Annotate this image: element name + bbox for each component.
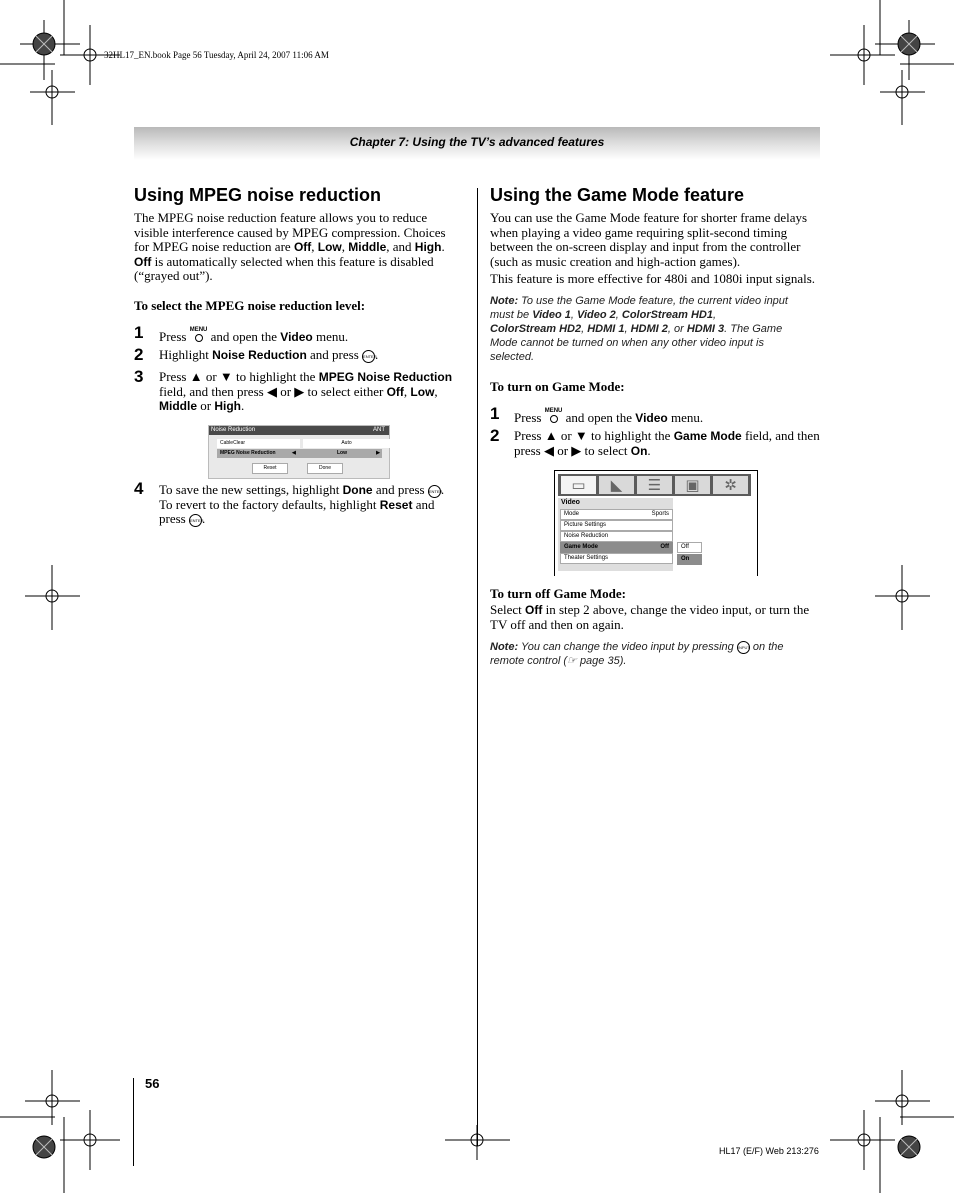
chapter-banner	[134, 127, 820, 160]
game-mode-effective: This feature is more effective for 480i and 1080i input signals.	[490, 271, 816, 286]
menu-row-mode[interactable]: Mode Sports	[560, 509, 673, 520]
mpeg-step3: Press ▲ or ▼ to highlight the MPEG Noise Reduction field, and then press ◀ or ▶ to select either Off, Low, Middle or High.	[159, 369, 453, 413]
panel-title: Video	[561, 499, 580, 506]
mpeg-heading: Using MPEG noise reduction	[134, 185, 382, 205]
mpeg-subheading: To select the MPEG noise reduction level:	[134, 298, 366, 313]
video-menu-icon[interactable]: ▭	[561, 476, 596, 494]
menu-row-noise-reduction[interactable]: Noise Reduction	[560, 531, 673, 542]
step-number: 1	[490, 404, 500, 423]
game-step1: Press MENU and open the Video menu.	[514, 408, 704, 425]
turn-off-subheading: To turn off Game Mode:	[490, 586, 627, 601]
game-mode-heading: Using the Game Mode feature	[490, 185, 745, 205]
step-number: 4	[134, 479, 144, 498]
option-on[interactable]: On	[677, 554, 702, 565]
reset-button[interactable]: Reset	[252, 463, 288, 474]
column-divider	[477, 188, 478, 1146]
menu-button-icon: MENU	[545, 408, 563, 423]
step-number: 2	[490, 426, 500, 445]
setup-menu-icon[interactable]: ✲	[713, 476, 748, 494]
video-menu-panel	[558, 498, 673, 571]
step-number: 3	[134, 367, 144, 386]
noise-reduction-screen	[208, 425, 390, 479]
enter-button-icon: ENTER	[189, 514, 202, 527]
right-arrow-icon: ▶	[376, 450, 380, 456]
mpeg-step4: To save the new settings, highlight Done and press ENTER. To revert to the factory defaults, highlight Reset and press ENTER.	[159, 482, 445, 527]
done-button[interactable]: Done	[307, 463, 343, 474]
game-mode-screen	[554, 470, 758, 576]
turn-off-text: Select Off in step 2 above, change the video input, or turn the TV off and then on again.	[490, 602, 810, 632]
mpeg-step1: Press MENU and open the Video menu.	[159, 327, 349, 344]
mpeg-step2: Highlight Noise Reduction and press ENTER.	[159, 347, 379, 362]
footer-rule	[133, 1078, 134, 1166]
input-button-icon: INPUT	[737, 641, 750, 654]
lock-menu-icon[interactable]: ▣	[675, 476, 710, 494]
menu-button-icon: MENU	[190, 327, 208, 342]
enter-button-icon: ENTER	[428, 485, 441, 498]
turn-on-subheading: To turn on Game Mode:	[490, 379, 625, 394]
page-number: 56	[145, 1076, 160, 1091]
mpeg-intro: The MPEG noise reduction feature allows you to reduce visible interference caused by MPEG compression. Choices for MPEG noise reduction are Off, Low, Middle, and High. Off is automatically selected when this feature is disabled (“grayed out”).	[134, 210, 446, 283]
step-number: 2	[134, 345, 144, 364]
chapter-title: Chapter 7: Using the TV’s advanced features	[349, 135, 605, 149]
audio-menu-icon[interactable]: ◣	[599, 476, 634, 494]
left-arrow-icon: ◀	[292, 450, 296, 456]
option-off[interactable]: Off	[677, 542, 702, 553]
footer-code: HL17 (E/F) Web 213:276	[719, 1146, 819, 1156]
menu-row-theater-settings[interactable]: Theater Settings	[560, 553, 673, 564]
game-mode-note: Note: To use the Game Mode feature, the current video input must be Video 1, Video 2, ColorStream HD1, ColorStream HD2, HDMI 1, HDMI 2, or HDMI 3. The Game Mode cannot be turned on when any other video input is selected.	[490, 295, 788, 363]
screen-header: Noise Reduction ANT	[209, 426, 389, 435]
menu-icon-bar	[558, 474, 751, 496]
game-step2: Press ▲ or ▼ to highlight the Game Mode field, and then press ◀ or ▶ to select On.	[514, 428, 820, 458]
input-note: Note: You can change the video input by pressing INPUT on the remote control (☞ page 35).	[490, 641, 784, 667]
enter-button-icon: ENTER	[362, 350, 375, 363]
step-number: 1	[134, 323, 144, 342]
mpeg-noise-reduction-row[interactable]: MPEG Noise Reduction ◀ Low ▶	[217, 449, 382, 458]
book-meta: 32HL17_EN.book Page 56 Tuesday, April 24, 2007 11:06 AM	[104, 50, 329, 60]
game-mode-intro: You can use the Game Mode feature for shorter frame delays when playing a video game requiring split-second timing between the on-screen display and input from the controller (such as music creation and high-action games).	[490, 210, 808, 269]
menu-row-picture-settings[interactable]: Picture Settings	[560, 520, 673, 531]
menu-row-game-mode[interactable]: Game Mode Off	[560, 542, 673, 553]
cableclear-row[interactable]: CableClear Auto	[217, 439, 382, 448]
preferences-menu-icon[interactable]: ☰	[637, 476, 672, 494]
